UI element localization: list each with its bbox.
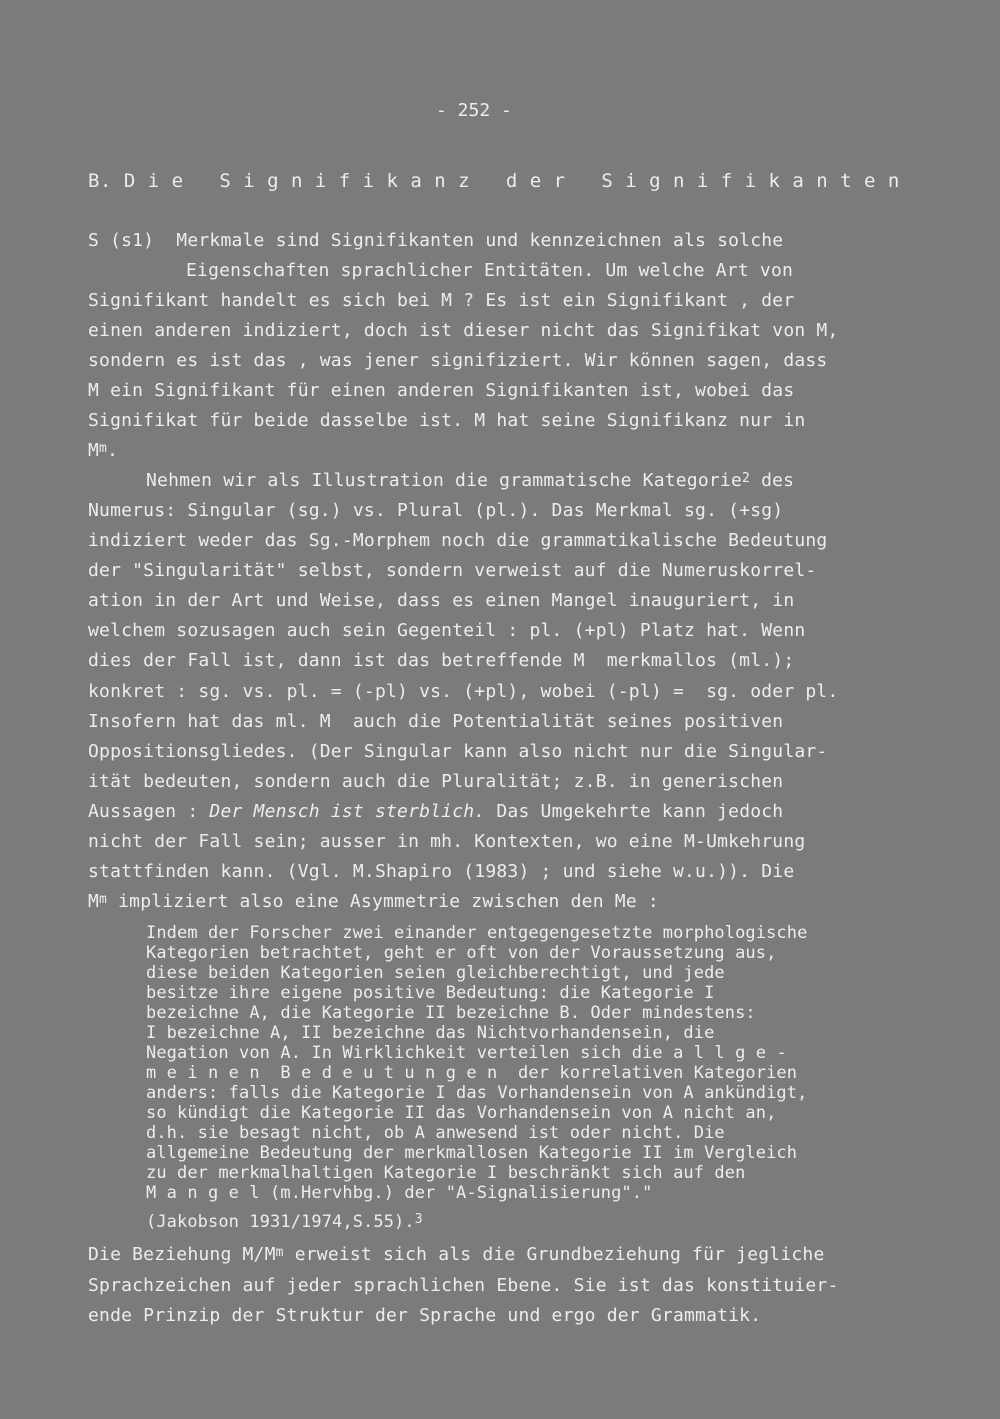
- citation: [146, 1212, 423, 1234]
- text-line: ität bedeuten, sondern auch die Pluralität; z.B. in generischen: [88, 771, 784, 792]
- text-line: ende Prinzip der Struktur der Sprache und ergo der Grammatik.: [88, 1305, 762, 1326]
- quote-line: allgemeine Bedeutung der merkmallosen Kategorie II im Vergleich: [146, 1143, 798, 1163]
- footnote-mark: 3: [414, 1212, 423, 1227]
- quote-line: bezeichne A, die Kategorie II bezeichne B. Oder mindestens:: [146, 1003, 756, 1023]
- quote-line: diese beiden Kategorien seien gleichberechtigt, und jede: [146, 963, 725, 983]
- section-heading: B. D i e S i g n i f i k a n z d e r S i g n i f i k a n t e n: [88, 170, 900, 192]
- text-line: Sprachzeichen auf jeder sprachlichen Ebene. Sie ist das konstituier-: [88, 1275, 839, 1296]
- quote-line: I bezeichne A, II bezeichne das Nichtvorhandensein, die: [146, 1023, 715, 1043]
- quote-line: Indem der Forscher zwei einander entgegengesetzte morphologische: [146, 923, 808, 943]
- page-number: - 252 -: [436, 100, 512, 121]
- text-line: der "Singularität" selbst, sondern verweist auf die Numeruskorrel-: [88, 560, 817, 581]
- text-line: ation in der Art und Weise, dass es einen Mangel inauguriert, in: [88, 590, 795, 611]
- text-fragment: Nehmen wir als Illustration die grammatische Kategorie: [146, 470, 742, 491]
- text-line: [88, 801, 783, 823]
- quote-line: m e i n e n B e d e u t u n g e n der korrelativen Kategorien: [146, 1063, 798, 1083]
- text-line: stattfinden kann. (Vgl. M.Shapiro (1983) ; und siehe w.u.)). Die: [88, 861, 795, 882]
- text-line: Numerus: Singular (sg.) vs. Plural (pl.). Das Merkmal sg. (+sg): [88, 500, 784, 521]
- quote-line: M a n g e l (m.Hervhbg.) der "A-Signalisierung".": [146, 1183, 653, 1203]
- text-fragment: des: [750, 470, 795, 491]
- text-fragment: .: [107, 440, 119, 461]
- text-line: konkret : sg. vs. pl. = (-pl) vs. (+pl), wobei (-pl) = sg. oder pl.: [88, 681, 839, 702]
- symbol-m: M: [88, 891, 100, 912]
- text-line: Oppositionsgliedes. (Der Singular kann also nicht nur die Singular-: [88, 741, 828, 762]
- text-line: M ein Signifikant für einen anderen Signifikanten ist, wobei das: [88, 380, 795, 401]
- citation-text: (Jakobson 1931/1974,S.55).: [146, 1212, 415, 1232]
- text-line: S (s1) Merkmale sind Signifikanten und kennzeichnen als solche: [88, 230, 784, 251]
- superscript-m: m: [275, 1245, 284, 1260]
- symbol-m: M: [88, 440, 100, 461]
- quote-line: anders: falls die Kategorie I das Vorhandensein von A ankündigt,: [146, 1083, 808, 1103]
- text-line: Eigenschaften sprachlicher Entitäten. Um welche Art von: [186, 260, 794, 281]
- text-line: Insofern hat das ml. M auch die Potentialität seines positiven: [88, 711, 784, 732]
- text-line: dies der Fall ist, dann ist das betreffende M merkmallos (ml.);: [88, 650, 795, 671]
- quote-line: Negation von A. In Wirklichkeit verteilen sich die a l l g e -: [146, 1043, 787, 1063]
- text-fragment: erweist sich als die Grundbeziehung für jegliche: [283, 1244, 825, 1265]
- quote-line: zu der merkmalhaltigen Kategorie I beschränkt sich auf den: [146, 1163, 746, 1183]
- text-line: [146, 470, 794, 494]
- text-line: indiziert weder das Sg.-Morphem noch die grammatikalische Bedeutung: [88, 530, 828, 551]
- italic-example: Der Mensch ist sterblich.: [209, 801, 486, 822]
- footnote-mark: 2: [742, 471, 751, 486]
- text-line: [88, 1244, 824, 1268]
- text-line: [88, 440, 118, 464]
- text-line: einen anderen indiziert, doch ist dieser nicht das Signifikat von M,: [88, 320, 839, 341]
- text-line: [88, 891, 659, 915]
- quote-line: so kündigt die Kategorie II das Vorhandensein von A nicht an,: [146, 1103, 777, 1123]
- text-line: Signifikant handelt es sich bei M ? Es ist ein Signifikant , der: [88, 290, 795, 311]
- text-fragment: impliziert also eine Asymmetrie zwischen den Me :: [107, 891, 659, 912]
- quote-line: d.h. sie besagt nicht, ob A anwesend ist oder nicht. Die: [146, 1123, 725, 1143]
- superscript-m: m: [99, 892, 108, 907]
- text-line: welchem sozusagen auch sein Gegenteil : pl. (+pl) Platz hat. Wenn: [88, 620, 806, 641]
- text-fragment: Die Beziehung M/M: [88, 1244, 276, 1265]
- text-line: Signifikat für beide dasselbe ist. M hat seine Signifikanz nur in: [88, 410, 806, 431]
- text-fragment: Aussagen :: [88, 801, 210, 822]
- text-line: nicht der Fall sein; ausser in mh. Kontexten, wo eine M-Umkehrung: [88, 831, 806, 852]
- superscript-m: m: [99, 441, 108, 456]
- quote-line: besitze ihre eigene positive Bedeutung: die Kategorie I: [146, 983, 715, 1003]
- text-fragment: Das Umgekehrte kann jedoch: [485, 801, 784, 822]
- quote-line: Kategorien betrachtet, geht er oft von der Voraussetzung aus,: [146, 943, 777, 963]
- text-line: sondern es ist das , was jener signifiziert. Wir können sagen, dass: [88, 350, 828, 371]
